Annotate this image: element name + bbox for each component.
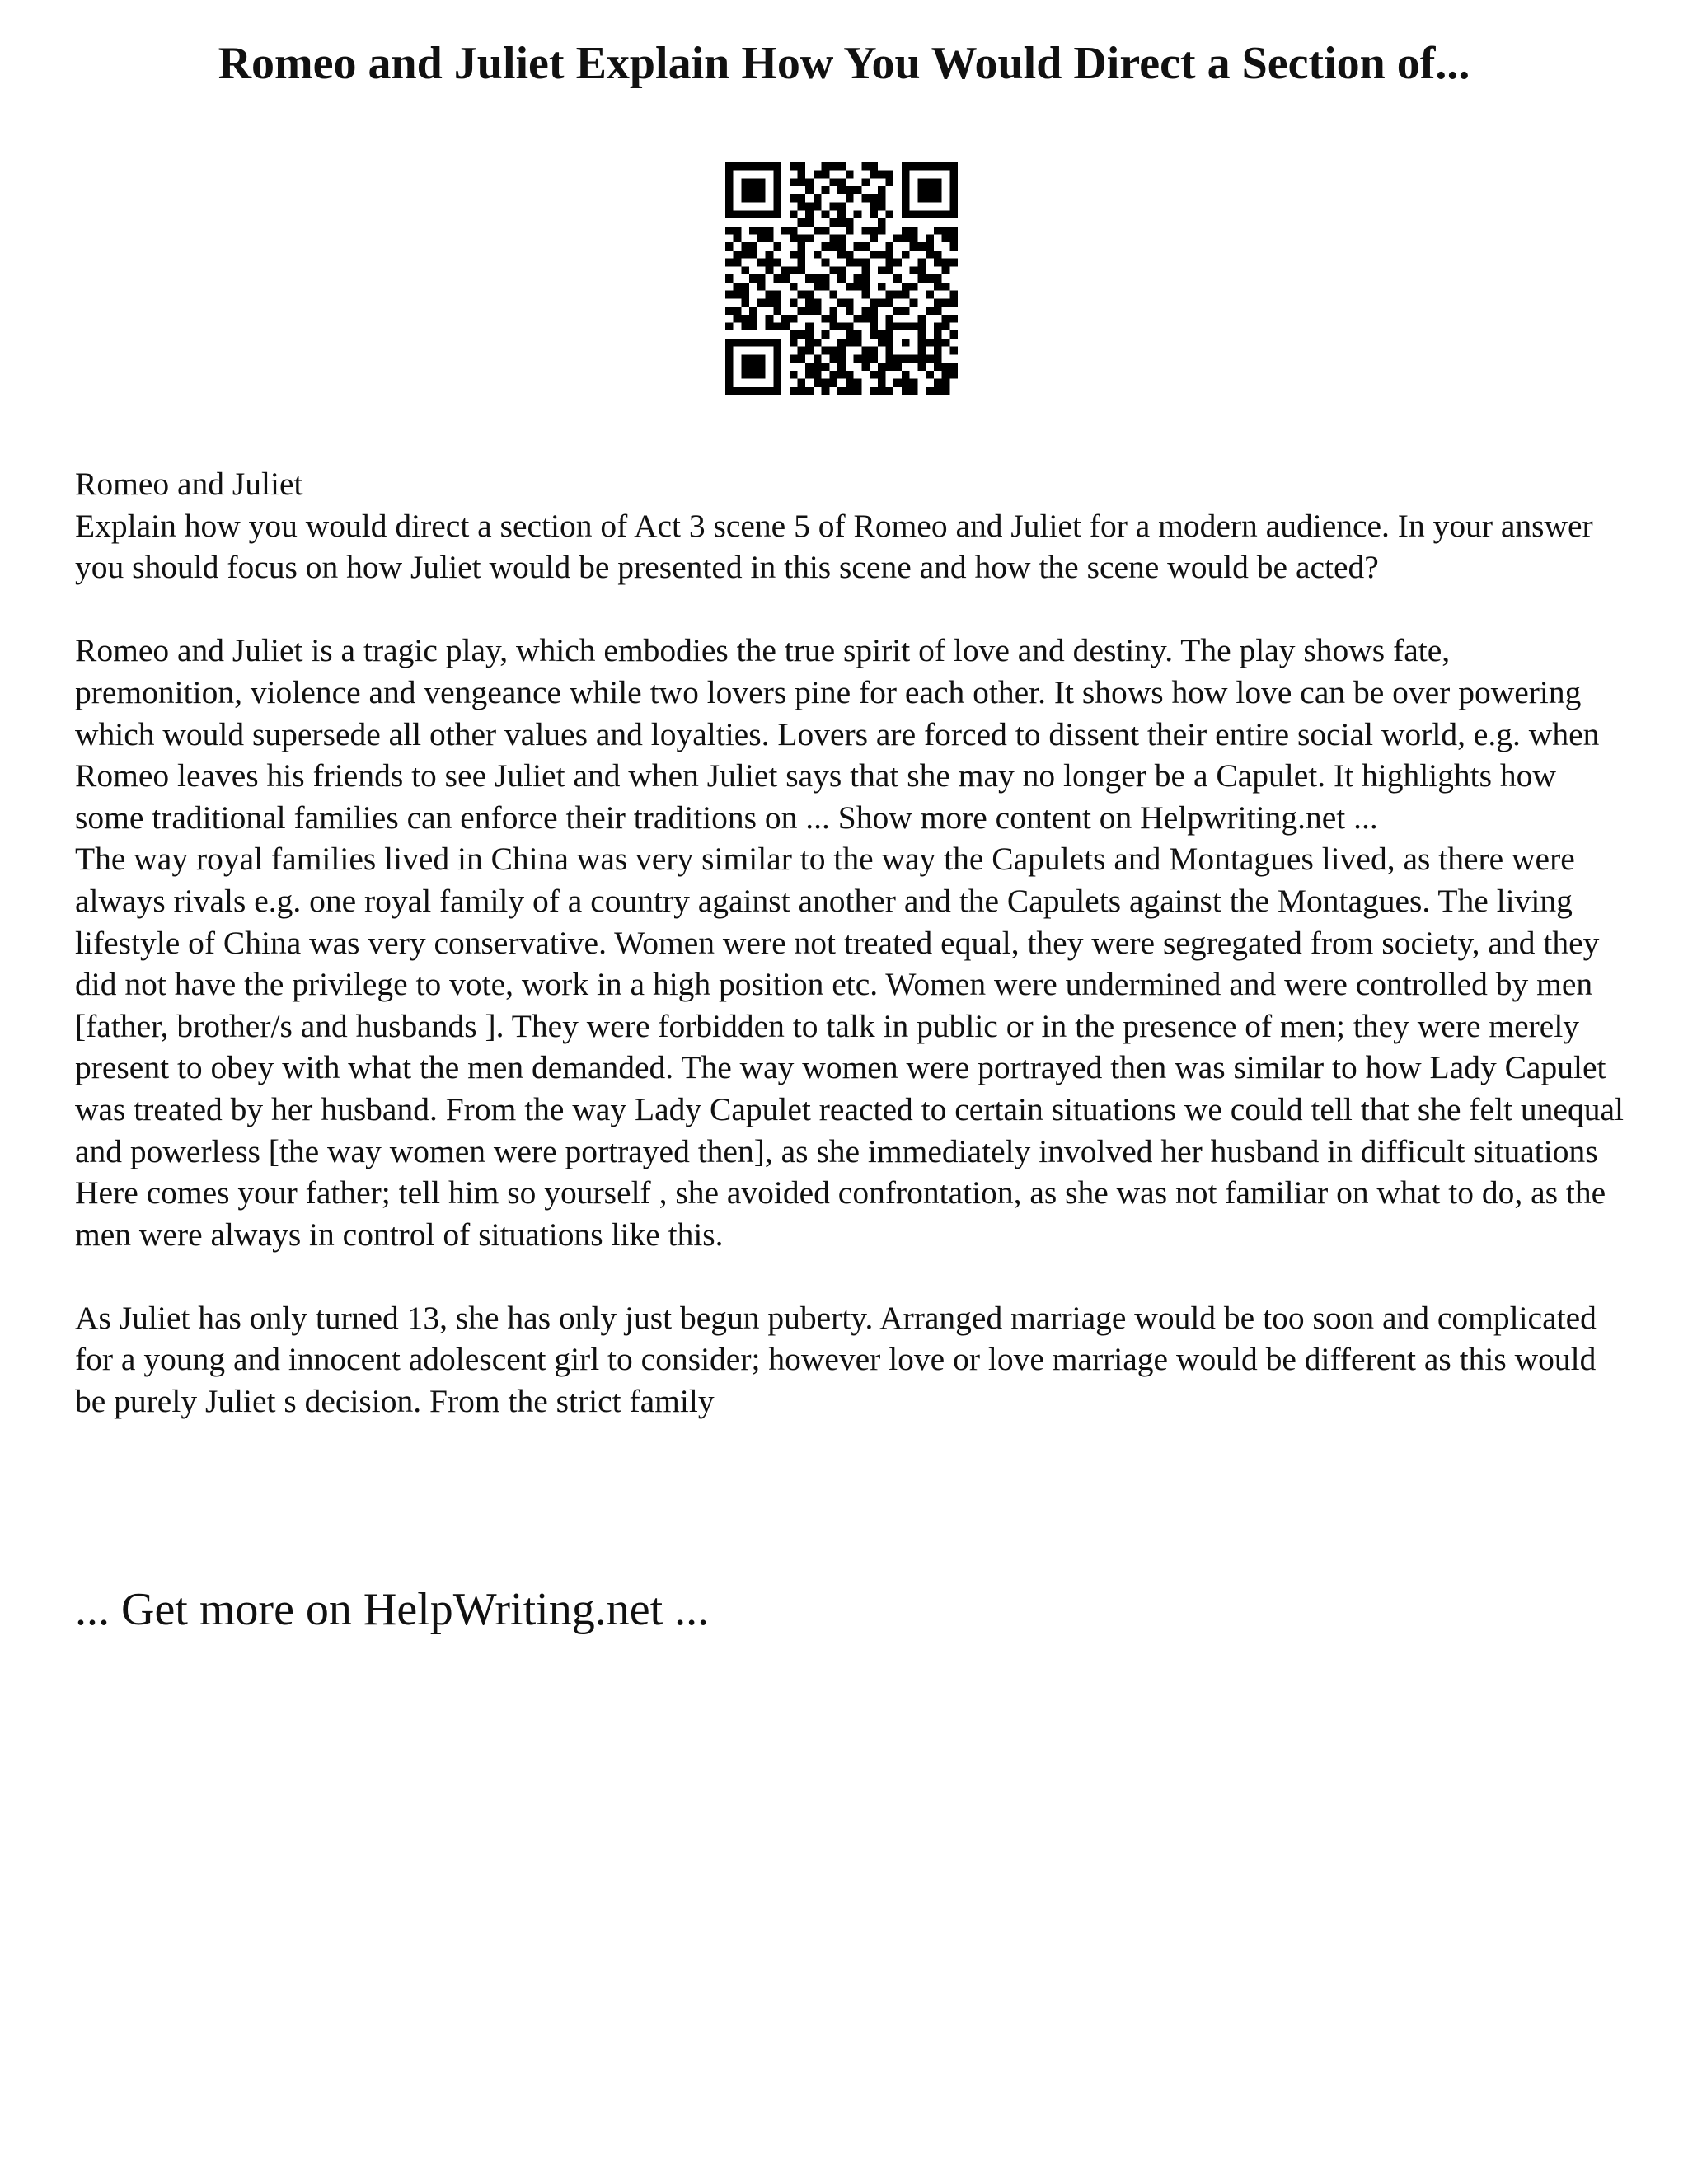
paragraph-gap [75,588,1625,630]
essay-question: Explain how you would direct a section of Act 3 scene 5 of Romeo and Juliet for a modern audience. In your answer you should focus on how Juliet would be presented in this scene and how the scene would be acted? [75,507,1593,586]
page-title: Romeo and Juliet Explain How You Would Direct a Section of... [218,38,1470,89]
get-more-link[interactable]: ... Get more on HelpWriting.net ... [75,1584,710,1635]
qr-code-icon [725,162,958,395]
essay-paragraph: Romeo and Juliet is a tragic play, which embodies the true spirit of love and destiny. The play shows fate, premonition, violence and vengeance while two lovers pine for each other. It shows how love can be over powering which would supersede all other values and loyalties. Lovers are forced to dissent their entire social world, e.g. when Romeo leaves his friends to see Juliet and when Juliet says that she may no longer be a Capulet. It highlights how some traditional families can enforce their traditions on ... Show more content on Helpwriting.net ... [75,632,1600,836]
essay-heading: Romeo and Juliet [75,466,303,502]
paragraph-gap [75,1255,1625,1297]
essay-paragraph: As Juliet has only turned 13, she has only just begun puberty. Arranged marriage would be too soon and complicated for a young and innocent adolescent girl to consider; however love or love marriage would be different as this would be purely Juliet s decision. From the strict family [75,1299,1597,1420]
essay-paragraph: The way royal families lived in China was very similar to the way the Capulets and Montagues lived, as there were always rivals e.g. one royal family of a country against another and the Capulets against the Montagues. The living lifestyle of China was very conservative. Women were not treated equal, they were segregated from society, and they did not have the privilege to vote, work in a high position etc. Women were undermined and were controlled by men [father, brother/s and husbands ]. They were forbidden to talk in public or in the presence of men; they were merely present to obey with what the men demanded. The way women were portrayed then was similar to how Lady Capulet was treated by her husband. From the way Lady Capulet reacted to certain situations we could tell that she felt unequal and powerless [the way women were portrayed then], as she immediately involved her husband in difficult situations Here comes your father; tell him so yourself , she avoided confrontation, as she was not familiar on what to do, as the men were always in control of situations like this. [75,841,1624,1253]
essay-body [75,463,1625,1422]
